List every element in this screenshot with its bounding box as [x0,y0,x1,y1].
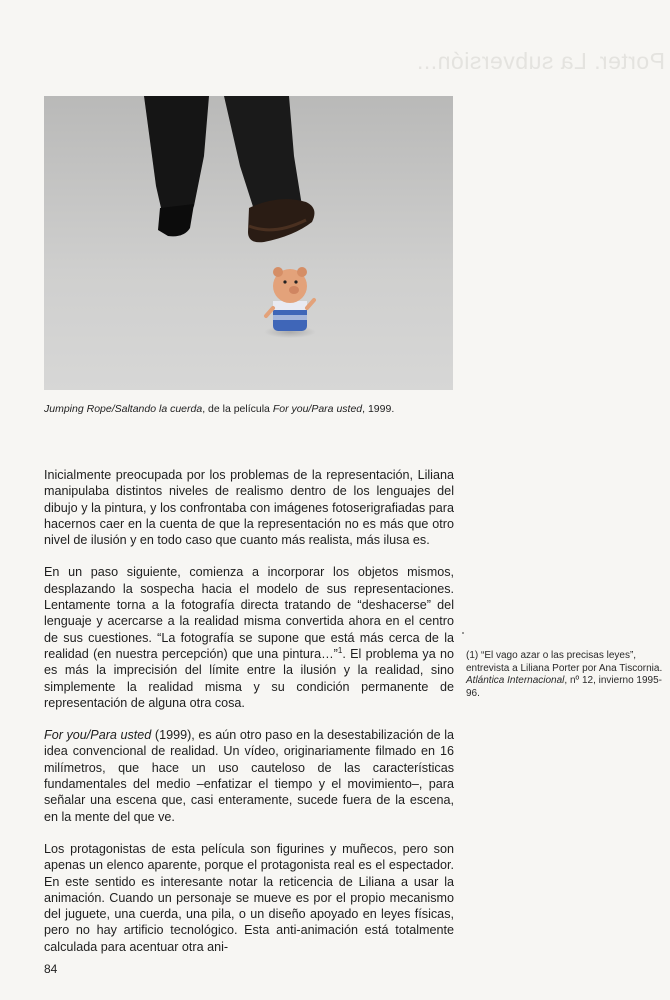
paragraph-1: Inicialmente preocupada por los problemas de la representación, Liliana manipulaba distintos niveles de realismo dentro de los lenguajes del dibujo y la pintura, y los confrontaba con imágenes fotoserigrafiadas para hacernos caer en la cuenta de que la representación no es más que otro nivel de ilusión y en todo caso que cuanto más realista, más ilusa es. [44,468,454,548]
paragraph-2-part-b: . El problema ya no es más la imprecisión del límite entre la ilusión y la realidad, sino simplemente la realidad misma y su condición permanente de representación de alguna otra cosa. [44,646,454,710]
body-text [44,467,454,971]
footnote-issue: , nº 12, invierno 1995-96. [466,675,663,699]
caption-title: Jumping Rope/Saltando la cuerda [44,403,203,415]
page-number: 84 [44,962,58,976]
paragraph-4: Los protagonistas de esta película son figurines y muñecos, pero son apenas un elenco aparente, porque el protagonista real es el espectador. En este sentido es interesante notar la reticencia de Liliana a usar la animación. Cuando un personaje se mueve es por el propio mecanismo del juguete, una cuerda, una pila, o un diseño apoyado en leyes físicas, pero no hay artificio tecnológico. Esta anti-animación está totalmente calculada para acentuar otra ani- [44,841,454,954]
footnote-text: (1) “El vago azar o las precisas leyes”, entrevista a Liliana Porter por Ana Tiscornia. [466,650,663,674]
paragraph-3-film-title: For you/Para usted [44,728,152,743]
bleed-through-heading: Porter. La subversión... [416,48,665,74]
film-still-photo [44,96,453,390]
photo-caption [44,403,464,416]
caption-film-title: For you/Para usted [272,403,363,415]
paragraph-3-text: (1999), es aún otro paso en la desestabilización de la idea convencional de realidad. Un vídeo, originariamente filmado en 16 milímetros, que hace un uso cauteloso de las características fundamentales del medio –enfatizar el tiempo y el movimiento–, para señalar una escena que, casi enteramente, sucede fuera de la escena, en la mente del que ve. [44,728,454,824]
caption-middle: , de la película [202,403,273,415]
paragraph-2-part-a: En un paso siguiente, comienza a incorporar los objetos mismos, desplazando la sospecha hacia el modelo de sus representaciones. Lentamente torna a la fotografía directa tratando de “deshacerse” del lenguaje y acercarse a la realidad misma convertida ahora en el centro de sus cuestiones. “La fotografía se supone que está más cerca de la realidad (en nuestra percepción) que una pintura…” [44,565,454,661]
footnote [466,650,666,700]
footnote-ref: 1 [337,645,343,655]
caption-year: , 1999. [362,403,395,415]
film-still-image [44,96,453,390]
paragraph-3 [44,727,454,825]
print-speck [462,632,464,634]
footnote-journal: Atlántica Internacional [466,675,565,687]
paragraph-2 [44,564,454,711]
